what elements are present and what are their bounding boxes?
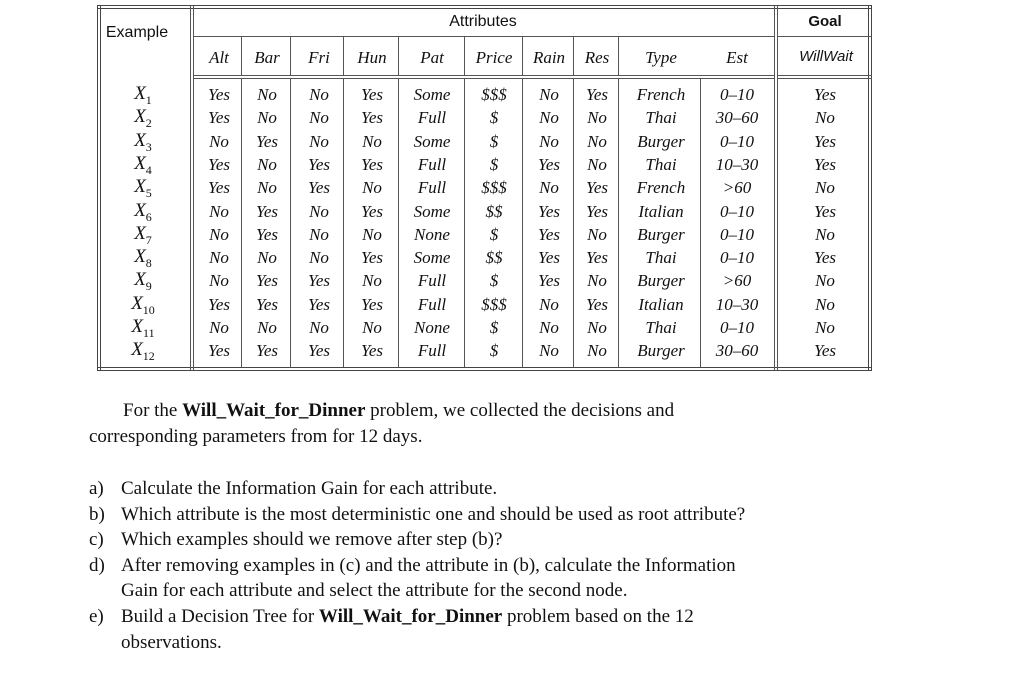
separator-goal-inner <box>777 5 778 371</box>
column-header: Res <box>584 48 610 67</box>
table-cell: No <box>309 85 329 104</box>
question-label: d) <box>89 555 105 576</box>
col-sep <box>522 37 523 75</box>
table-cell: Full <box>417 154 447 174</box>
example-label <box>134 176 152 201</box>
goal-underline <box>777 36 872 37</box>
column-header: Fri <box>308 48 330 67</box>
table-cell: Yes <box>307 178 331 198</box>
intro-post: problem, we collected the decisions and <box>365 400 675 421</box>
table-cell: Yes <box>585 178 609 198</box>
table-cell: Burger <box>637 341 685 361</box>
table-cell: Yes <box>360 341 384 361</box>
table-border-left-inner <box>100 5 101 371</box>
table-cell: Burger <box>637 271 685 291</box>
table-cell: 10–30 <box>715 294 759 314</box>
table-cell: No <box>587 318 607 337</box>
separator-example <box>190 5 191 371</box>
goal-cell: No <box>815 318 835 337</box>
goal-cell: No <box>815 294 835 314</box>
table-cell: Yes <box>255 224 279 244</box>
question-text: Gain for each attribute and select the attribute for the second node. <box>121 580 628 601</box>
table-cell: No <box>209 318 229 337</box>
table-cell: No <box>587 131 607 151</box>
table-cell: Some <box>413 131 451 151</box>
col-sep <box>573 37 574 75</box>
question-text: Calculate the Information Gain for each attribute. <box>121 478 498 499</box>
table-cell: $$ <box>485 248 503 268</box>
example-index: 2 <box>145 116 152 131</box>
question-text: Which attribute is the most deterministic one and should be used as root attribute? <box>121 504 746 525</box>
example-letter: X <box>134 129 146 151</box>
goal-cell: Yes <box>813 341 837 361</box>
question-label: e) <box>89 606 104 627</box>
example-index: 4 <box>145 162 152 177</box>
intro-line-2: corresponding parameters from for 12 days. <box>89 426 423 447</box>
table-cell: Yes <box>255 131 279 151</box>
table-cell: 0–10 <box>720 131 754 151</box>
intro-pre: For the <box>123 400 183 421</box>
table-cell: No <box>257 248 277 268</box>
table-cell: Yes <box>307 341 331 361</box>
table-cell: $ <box>489 108 499 128</box>
table-cell: >60 <box>722 271 752 291</box>
table-cell: Burger <box>637 224 685 244</box>
table-cell: Yes <box>207 294 231 314</box>
example-letter: X <box>134 269 146 291</box>
table-cell: $ <box>489 131 499 151</box>
col-sep <box>618 37 619 75</box>
table-cell: Full <box>417 341 447 361</box>
goal-cell: No <box>815 271 835 291</box>
table-cell: None <box>414 224 450 244</box>
separator-example-inner <box>193 5 194 371</box>
header-bottom-line-inner <box>193 78 774 79</box>
table-cell: No <box>209 131 229 151</box>
question-label: a) <box>89 478 104 499</box>
table-cell: Yes <box>360 294 384 314</box>
example-letter: X <box>131 339 143 361</box>
table-cell: Full <box>417 271 447 291</box>
example-letter: X <box>134 106 146 128</box>
goal-column-header: WillWait <box>799 48 853 65</box>
col-sep <box>343 79 344 367</box>
table-cell: Yes <box>255 271 279 291</box>
table-cell: $ <box>489 341 499 361</box>
table-cell: Yes <box>537 224 561 244</box>
col-sep <box>700 79 701 367</box>
question-e-post: problem based on the 12 <box>502 606 694 627</box>
table-cell: Yes <box>360 201 384 221</box>
table-cell: No <box>309 108 329 128</box>
example-index: 3 <box>145 139 152 154</box>
col-sep <box>290 37 291 75</box>
table-cell: French <box>636 85 686 104</box>
table-cell: Yes <box>207 108 231 128</box>
table-cell: Yes <box>537 271 561 291</box>
example-index: 11 <box>143 325 155 340</box>
table-cell: Some <box>413 248 451 268</box>
table-cell: No <box>257 154 277 174</box>
question-text: Which examples should we remove after step (b)? <box>121 529 503 550</box>
table-cell: Yes <box>207 85 231 104</box>
table-cell: Yes <box>207 341 231 361</box>
table-cell: Italian <box>638 294 684 314</box>
example-header: Example <box>105 24 169 41</box>
example-index: 5 <box>145 185 152 200</box>
table-cell: $ <box>489 318 499 337</box>
table-cell: 30–60 <box>715 341 759 361</box>
col-sep <box>241 79 242 367</box>
table-border-left <box>97 5 98 371</box>
table-cell: No <box>309 131 329 151</box>
table-cell: No <box>587 271 607 291</box>
example-letter: X <box>131 292 143 314</box>
table-cell: Yes <box>255 341 279 361</box>
table-cell: No <box>362 318 382 337</box>
table-cell: 10–30 <box>715 154 759 174</box>
table-border-right-inner <box>868 5 869 371</box>
example-label <box>134 200 152 225</box>
table-cell: $ <box>489 224 499 244</box>
goal-cell: No <box>815 224 835 244</box>
table-cell: No <box>362 178 382 198</box>
example-letter: X <box>131 316 144 337</box>
goal-cell: Yes <box>813 201 837 221</box>
example-label <box>131 293 155 318</box>
example-index: 7 <box>145 232 152 247</box>
table-cell: No <box>362 131 382 151</box>
table-cell: No <box>362 224 382 244</box>
table-cell: Yes <box>207 178 231 198</box>
col-sep <box>241 37 242 75</box>
table-cell: None <box>414 318 450 337</box>
table-cell: Yes <box>255 201 279 221</box>
table-cell: No <box>209 224 229 244</box>
table-cell: 0–10 <box>720 248 754 268</box>
question-e-problem-name: Will_Wait_for_Dinner <box>318 606 503 627</box>
table-cell: $$$ <box>481 294 507 314</box>
table-cell: Thai <box>645 154 677 174</box>
example-index: 1 <box>145 92 152 107</box>
col-sep <box>464 79 465 367</box>
table-cell: 0–10 <box>720 201 754 221</box>
table-cell: 30–60 <box>715 108 759 128</box>
goal-header: Goal <box>808 13 842 30</box>
table-border-top <box>97 5 872 6</box>
table-cell: Yes <box>537 248 561 268</box>
table-cell: Yes <box>585 201 609 221</box>
example-index: 8 <box>145 255 152 270</box>
table-cell: Yes <box>537 201 561 221</box>
example-label <box>131 316 154 341</box>
table-cell: >60 <box>722 178 752 198</box>
table-border-top-inner <box>97 8 872 9</box>
col-sep <box>290 79 291 367</box>
example-label <box>131 339 155 364</box>
col-sep <box>398 37 399 75</box>
example-label <box>134 153 152 178</box>
example-letter: X <box>134 152 146 174</box>
column-header: Est <box>726 48 748 67</box>
table-cell: No <box>539 294 559 314</box>
table-cell: No <box>257 85 277 104</box>
column-header: Type <box>645 48 677 67</box>
table-cell: No <box>209 248 229 268</box>
table-cell: Full <box>417 178 447 198</box>
column-header: Alt <box>209 48 229 67</box>
table-cell: No <box>257 178 277 198</box>
table-cell: No <box>587 224 607 244</box>
table-cell: No <box>309 248 329 268</box>
goal-cell: No <box>815 178 835 198</box>
table-cell: No <box>587 154 607 174</box>
header-bottom-line <box>193 75 774 76</box>
column-header: Bar <box>254 48 280 67</box>
question-text: observations. <box>121 632 222 653</box>
example-label <box>134 223 152 248</box>
table-cell: Yes <box>360 108 384 128</box>
table-cell: No <box>309 224 329 244</box>
goal-cell: Yes <box>813 85 837 104</box>
table-cell: Yes <box>360 248 384 268</box>
question-text: After removing examples in (c) and the attribute in (b), calculate the Information <box>121 555 736 576</box>
attributes-table <box>97 5 872 371</box>
table-cell: 0–10 <box>720 224 754 244</box>
column-header: Price <box>475 48 513 67</box>
table-cell: No <box>362 271 382 291</box>
table-cell: Yes <box>585 294 609 314</box>
example-index: 9 <box>145 279 152 294</box>
table-cell: No <box>257 318 277 337</box>
table-cell: No <box>309 201 329 221</box>
goal-header-bottom-line-inner <box>777 78 872 79</box>
table-cell: Some <box>413 85 451 104</box>
example-letter: X <box>134 199 146 221</box>
table-cell: Yes <box>307 271 331 291</box>
column-header: Pat <box>420 48 444 67</box>
table-cell: Yes <box>307 294 331 314</box>
table-cell: 0–10 <box>720 85 754 104</box>
table-cell: $ <box>489 271 499 291</box>
table-cell: Yes <box>255 294 279 314</box>
table-cell: No <box>539 131 559 151</box>
table-cell: $$ <box>485 201 503 221</box>
column-header: Rain <box>532 48 566 67</box>
example-letter: X <box>134 222 146 244</box>
table-cell: Some <box>413 201 451 221</box>
goal-header-bottom-line <box>777 75 872 76</box>
example-label <box>134 246 152 271</box>
question-e-pre: Build a Decision Tree for <box>121 606 319 627</box>
example-index: 10 <box>142 302 155 317</box>
example-letter: X <box>134 246 146 268</box>
goal-cell: Yes <box>813 248 837 268</box>
table-border-bottom <box>97 367 872 368</box>
example-letter: X <box>134 83 146 104</box>
table-cell: $$$ <box>481 85 507 104</box>
table-cell: Yes <box>585 248 609 268</box>
col-sep <box>522 79 523 367</box>
table-cell: No <box>539 341 559 361</box>
col-sep <box>464 37 465 75</box>
table-cell: Thai <box>645 108 677 128</box>
table-cell: No <box>539 318 559 337</box>
intro-problem-name: Will_Wait_for_Dinner <box>182 400 366 421</box>
table-cell: No <box>309 318 329 337</box>
attributes-underline <box>193 36 774 37</box>
example-label <box>134 106 152 131</box>
table-cell: No <box>587 341 607 361</box>
table-cell: $ <box>489 154 499 174</box>
example-index: 6 <box>145 209 152 224</box>
col-sep <box>618 79 619 367</box>
goal-cell: Yes <box>813 154 837 174</box>
example-label <box>134 83 152 108</box>
table-cell: Yes <box>585 85 609 104</box>
table-cell: Yes <box>537 154 561 174</box>
table-cell: No <box>539 178 559 198</box>
col-sep <box>573 79 574 367</box>
table-cell: No <box>257 108 277 128</box>
example-label <box>134 269 152 294</box>
table-cell: French <box>636 178 686 198</box>
attributes-header: Attributes <box>449 13 517 30</box>
table-cell: Yes <box>360 154 384 174</box>
question-label: c) <box>89 529 104 550</box>
intro-line-1 <box>123 398 674 423</box>
table-cell: Full <box>417 108 447 128</box>
example-letter: X <box>134 176 146 198</box>
table-border-bottom-inner <box>97 370 872 371</box>
question-label: b) <box>89 504 105 525</box>
goal-cell: No <box>815 108 835 128</box>
table-cell: Burger <box>637 131 685 151</box>
table-cell: No <box>587 108 607 128</box>
col-sep <box>343 37 344 75</box>
table-cell: Yes <box>307 154 331 174</box>
table-cell: Italian <box>638 201 684 221</box>
column-header: Hun <box>357 48 387 67</box>
table-cell: Yes <box>207 154 231 174</box>
table-cell: Thai <box>645 318 677 337</box>
table-cell: $$$ <box>481 178 507 198</box>
table-cell: Thai <box>645 248 677 268</box>
table-cell: No <box>539 85 559 104</box>
example-label <box>134 130 152 155</box>
table-cell: Full <box>417 294 447 314</box>
table-cell: No <box>209 201 229 221</box>
question-text <box>121 604 694 629</box>
table-cell: 0–10 <box>720 318 754 337</box>
col-sep <box>398 79 399 367</box>
example-index: 12 <box>142 349 155 364</box>
separator-goal <box>774 5 775 371</box>
table-cell: No <box>209 271 229 291</box>
table-cell: Yes <box>360 85 384 104</box>
goal-cell: Yes <box>813 131 837 151</box>
table-border-right <box>871 5 872 371</box>
table-cell: No <box>539 108 559 128</box>
